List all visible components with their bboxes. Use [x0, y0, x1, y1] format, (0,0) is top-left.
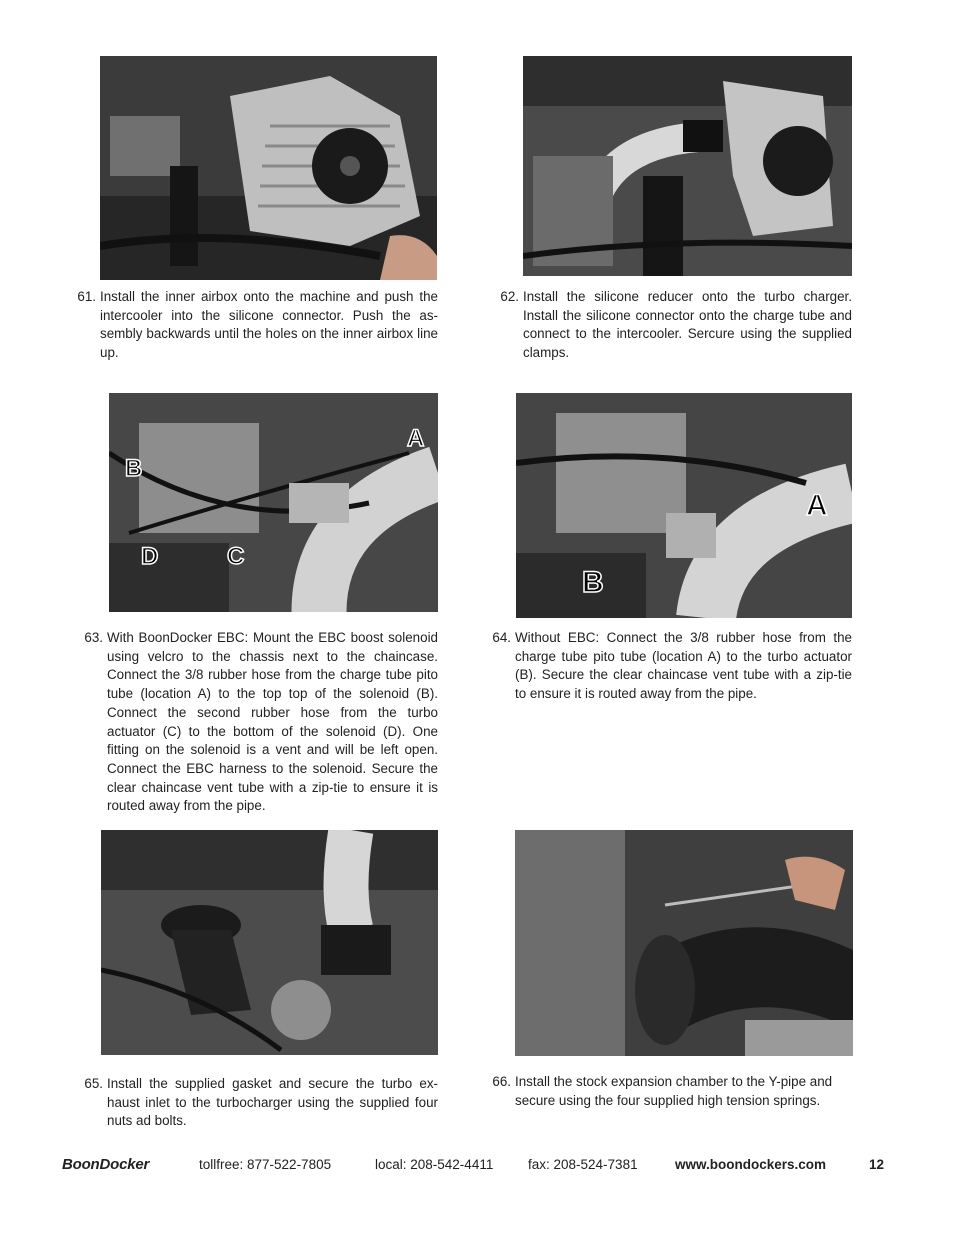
footer-website-link[interactable]: www.boondockers.com: [675, 1157, 827, 1172]
step-65: [84, 1075, 438, 1131]
step-text: Without EBC: Connect the 3/8 rubber hose from the charge tube pito tube (location A) to the turbo actuator (B). Secure the clear chaincase vent tube with a zip-tie to ensure it is routed away from the pipe.: [515, 630, 852, 702]
step-62: [500, 288, 852, 363]
step-number: 64.: [492, 630, 511, 645]
photo-step-65: [101, 830, 438, 1055]
photo-step-66: [515, 830, 853, 1056]
step-number: 63.: [84, 630, 103, 645]
step-number: 62.: [500, 289, 519, 304]
step-text: With BoonDocker EBC: Mount the EBC boost solenoid using velcro to the chassis next to the chaincase. Connect the 3/8 rubber hose from the charge tube pito tube (location A) to the top top of the solenoid (B). Connect the second rubber hose from the turbo actuator (C) to the bottom of the solenoid (D). One fitting on the solenoid is a vent and will be left open. Connect the EBC harness to the solenoid. Secure the clear chaincase vent tube with a zip-tie to ensure it is routed away from the pipe.: [107, 630, 438, 814]
step-number: 61.: [77, 289, 96, 304]
photo-step-62: [523, 56, 852, 276]
page-footer: [0, 1155, 954, 1177]
photo-step-61: [100, 56, 437, 280]
step-number: 65.: [84, 1076, 103, 1091]
callout-c: C: [227, 543, 245, 570]
footer-local: local: 208-542-4411: [375, 1157, 494, 1172]
step-text: Install the supplied gasket and secure the turbo exhaust inlet to the turbocharger using the supplied four nuts ad bolts.: [107, 1076, 438, 1129]
step-text: Install the stock expansion chamber to the Y-pipe and secure using the four supplied high tension springs.: [515, 1074, 833, 1108]
callout-b: B: [125, 455, 143, 482]
callout-b: B: [582, 566, 604, 599]
step-66: [492, 1073, 852, 1110]
photo-step-64: [516, 393, 852, 618]
callout-d: D: [141, 543, 159, 570]
callout-a: A: [806, 489, 828, 522]
footer-fax: fax: 208-524-7381: [528, 1157, 638, 1172]
callout-a: A: [407, 425, 425, 452]
step-text: Install the silicone reducer onto the turbo charger. Install the silicone connector onto the charge tube and connect to the intercooler. Sercure using the supplied clamps.: [523, 289, 852, 361]
step-64: [492, 629, 852, 704]
footer-tollfree: tollfree: 877-522-7805: [199, 1157, 332, 1172]
photo-step-63: [109, 393, 438, 612]
step-text: Install the inner airbox onto the machine and push the intercooler into the silicone connector. Push the assembly backwards until the holes on the inner airbox line up.: [100, 289, 438, 361]
page-number: 12: [869, 1157, 885, 1172]
step-61: [77, 288, 438, 363]
step-number: 66.: [492, 1074, 511, 1089]
step-63: [84, 629, 438, 816]
brand-logo: BoonDocker: [62, 1156, 150, 1173]
